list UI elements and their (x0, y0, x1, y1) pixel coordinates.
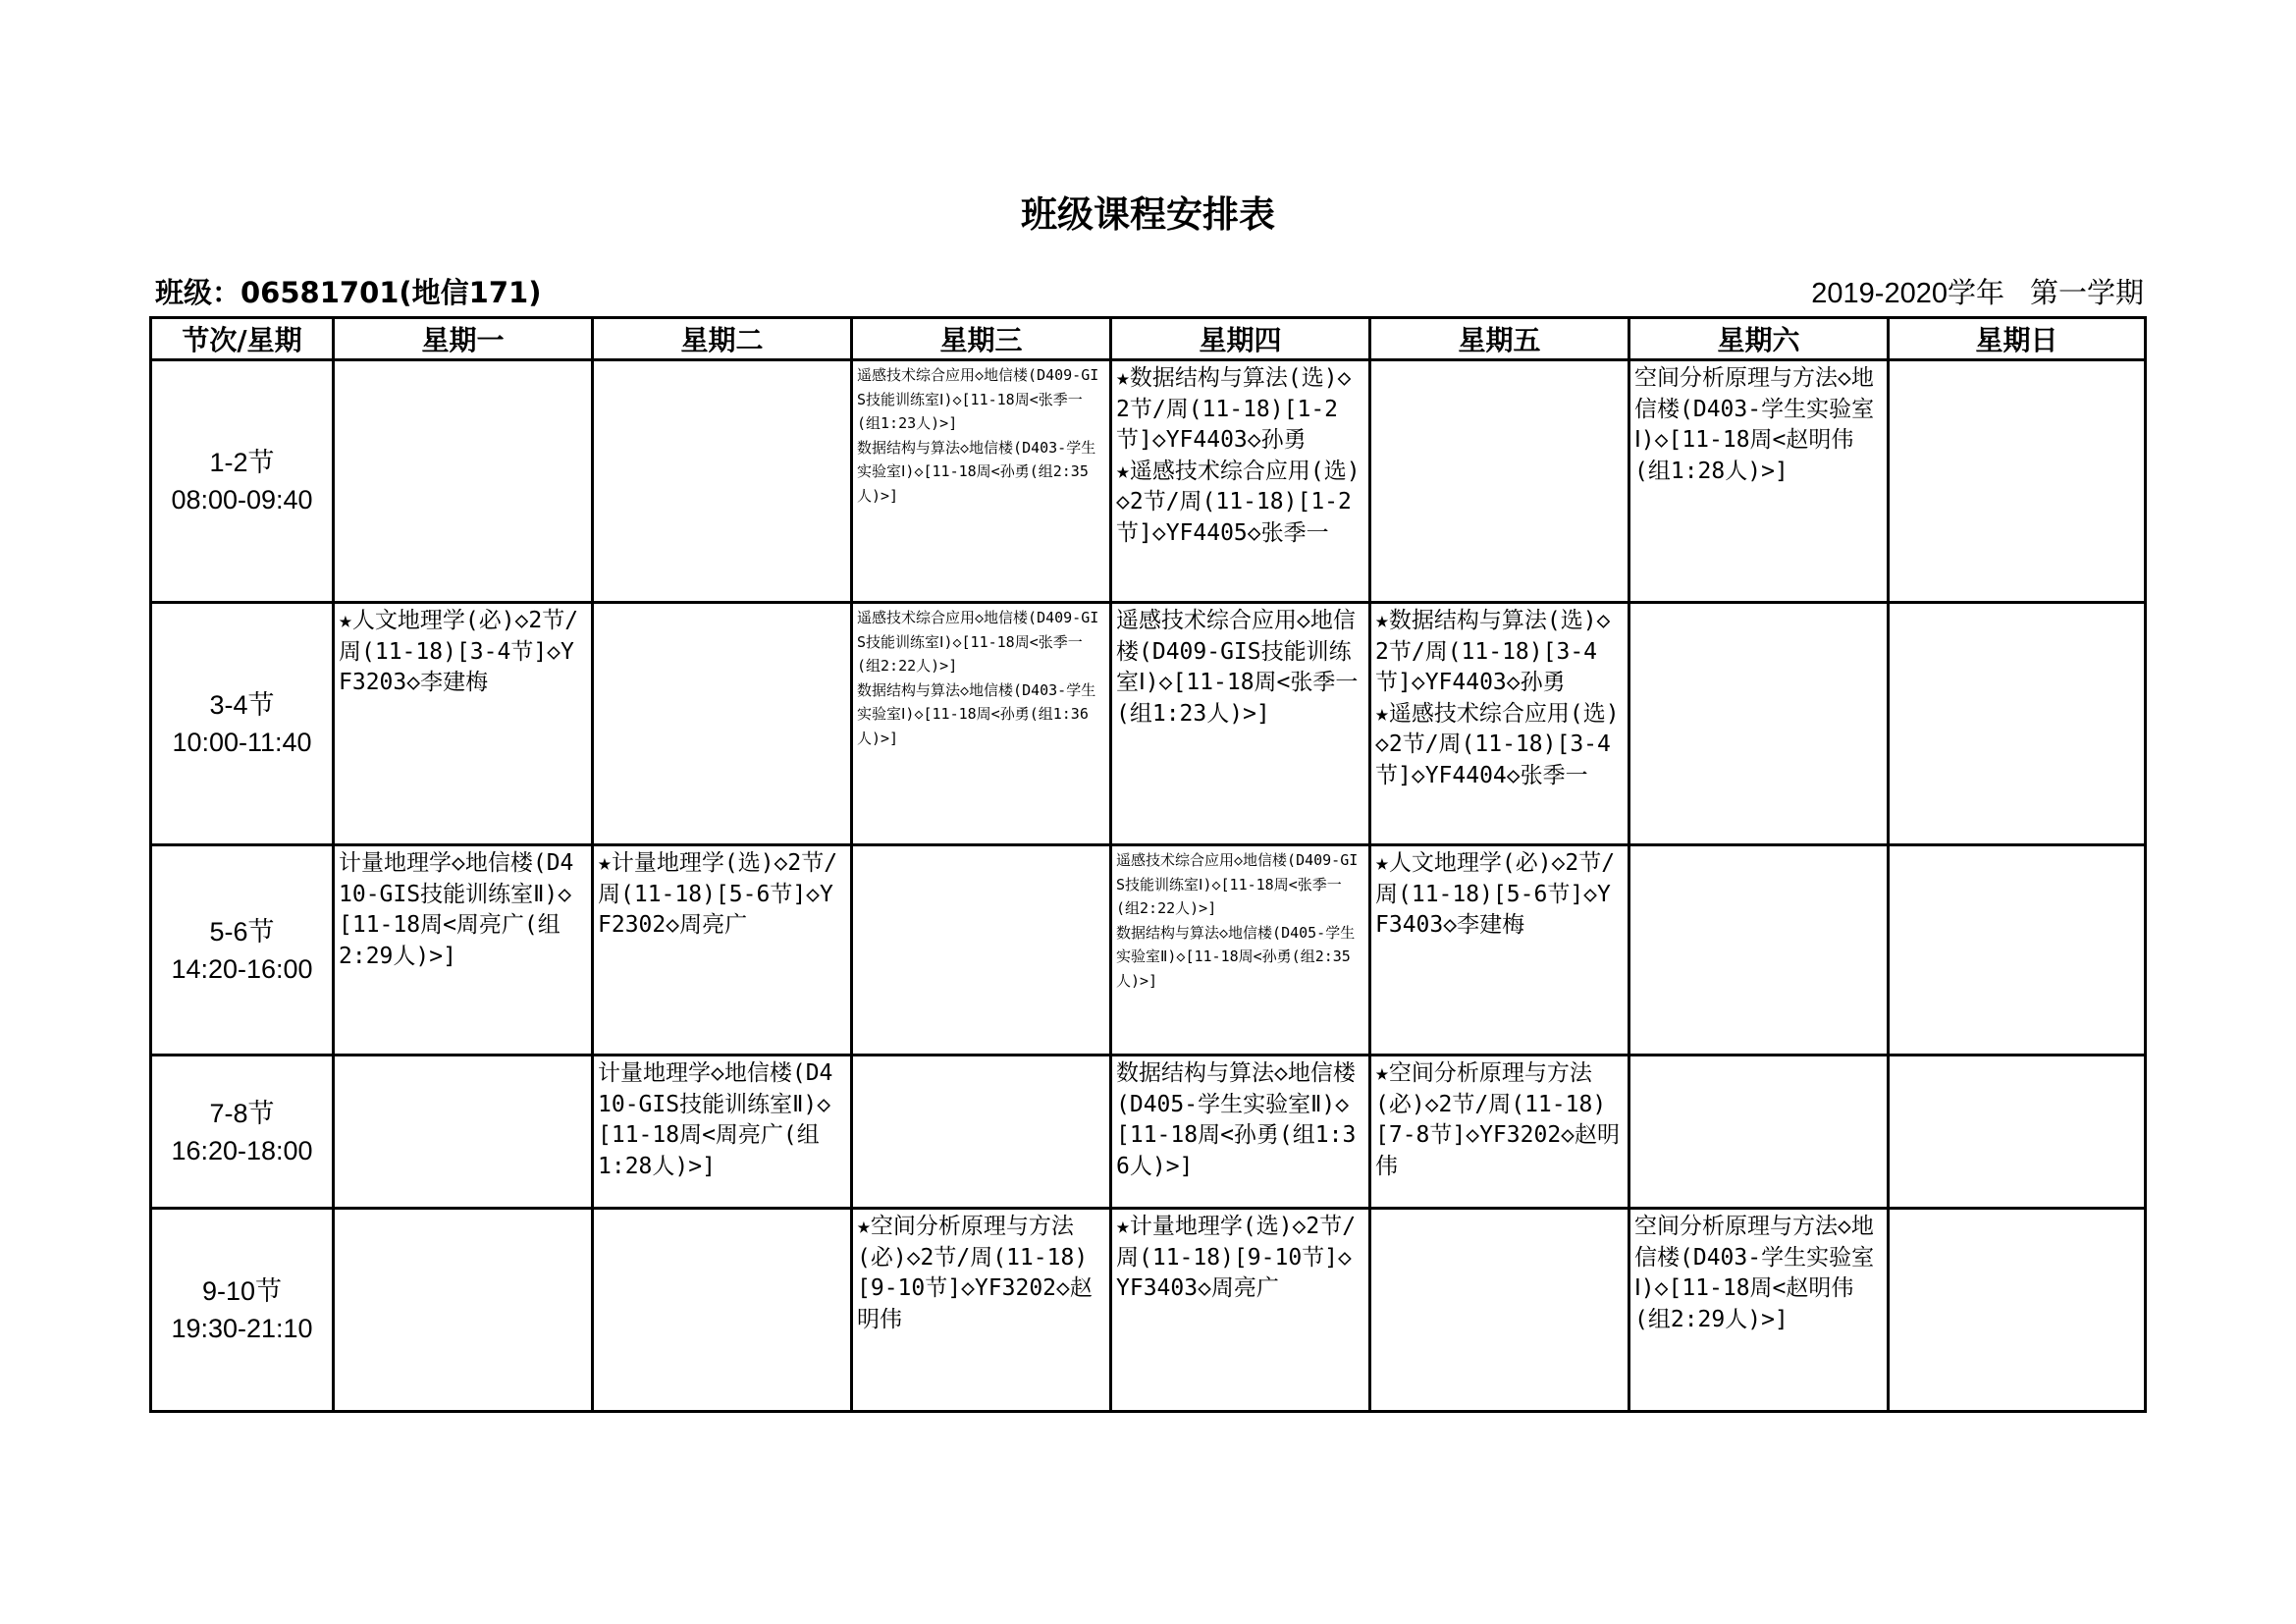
course-cell-tuesday (593, 1209, 852, 1412)
schedule-row (151, 1209, 2146, 1412)
period-time: 16:20-18:00 (171, 1135, 313, 1165)
course-cell-tuesday (593, 845, 852, 1056)
course-cell-sunday (1889, 1209, 2146, 1412)
course-cell-saturday (1629, 845, 1889, 1056)
page-title: 班级课程安排表 (1021, 193, 1275, 236)
period-label: 7-8节 (209, 1098, 275, 1128)
schedule-table (149, 316, 2147, 1413)
course-cell-wednesday (852, 1056, 1111, 1209)
header-monday: 星期一 (334, 318, 593, 360)
period-cell (151, 603, 334, 845)
course-entry: ★计量地理学(选)◇2节/周(11-18)[5-6节]◇YF2302◇周亮广 (598, 850, 838, 938)
course-cell-monday (334, 360, 593, 603)
schedule-row (151, 603, 2146, 845)
course-cell-monday (334, 845, 593, 1056)
period-cell (151, 360, 334, 603)
course-cell-monday (334, 603, 593, 845)
course-entry: 遥感技术综合应用◇地信楼(D409-GIS技能训练室Ⅰ)◇[11-18周<张季一(组1:23人)>] (857, 366, 1099, 432)
course-entry: ★计量地理学(选)◇2节/周(11-18)[9-10节]◇YF3403◇周亮广 (1116, 1214, 1357, 1301)
course-cell-wednesday (852, 845, 1111, 1056)
schedule-row (151, 845, 2146, 1056)
period-label: 3-4节 (209, 690, 275, 720)
course-cell-saturday (1629, 603, 1889, 845)
schedule-row (151, 1056, 2146, 1209)
course-entry: ★遥感技术综合应用(选)◇2节/周(11-18)[3-4节]◇YF4404◇张季一 (1375, 700, 1620, 788)
period-label: 9-10节 (201, 1276, 283, 1306)
course-entry: 数据结构与算法◇地信楼(D403-学生实验室Ⅰ)◇[11-18周<孙勇(组1:36人)>] (857, 680, 1096, 747)
header-wednesday: 星期三 (852, 318, 1111, 360)
class-label: 班级：06581701(地信171) (155, 276, 542, 309)
course-cell-friday (1370, 603, 1629, 845)
period-cell (151, 1209, 334, 1412)
header-sunday: 星期日 (1889, 318, 2146, 360)
course-entry: 空间分析原理与方法◇地信楼(D403-学生实验室Ⅰ)◇[11-18周<赵明伟(组2:29人)>] (1634, 1214, 1875, 1332)
period-time: 10:00-11:40 (172, 728, 312, 757)
course-cell-monday (334, 1056, 593, 1209)
course-cell-thursday (1111, 1056, 1370, 1209)
course-cell-sunday (1889, 1056, 2146, 1209)
course-cell-friday (1370, 845, 1629, 1056)
course-cell-saturday (1629, 1056, 1889, 1209)
course-cell-thursday (1111, 845, 1370, 1056)
period-cell (151, 1056, 334, 1209)
course-cell-sunday (1889, 845, 2146, 1056)
header-row (151, 318, 2146, 360)
course-entry: ★数据结构与算法(选)◇2节/周(11-18)[3-4节]◇YF4403◇孙勇 (1375, 608, 1611, 695)
course-cell-wednesday (852, 360, 1111, 603)
period-time: 08:00-09:40 (171, 485, 313, 514)
course-cell-monday (334, 1209, 593, 1412)
course-cell-saturday (1629, 1209, 1889, 1412)
period-label: 1-2节 (209, 448, 275, 477)
header-tuesday: 星期二 (593, 318, 852, 360)
course-entry: ★人文地理学(必)◇2节/周(11-18)[3-4节]◇YF3203◇李建梅 (339, 608, 579, 695)
course-entry: 数据结构与算法◇地信楼(D405-学生实验室Ⅱ)◇[11-18周<孙勇(组2:35人)>] (1116, 923, 1356, 990)
course-cell-tuesday (593, 360, 852, 603)
header-saturday: 星期六 (1629, 318, 1889, 360)
course-cell-saturday (1629, 360, 1889, 603)
header-thursday: 星期四 (1111, 318, 1370, 360)
course-cell-friday (1370, 1209, 1629, 1412)
course-entry: 遥感技术综合应用◇地信楼(D409-GIS技能训练室Ⅰ)◇[11-18周<张季一(组1:23人)>] (1116, 608, 1359, 727)
period-cell (151, 845, 334, 1056)
course-cell-sunday (1889, 360, 2146, 603)
course-cell-thursday (1111, 360, 1370, 603)
semester: 第一学期 (2029, 278, 2144, 309)
term-info (1786, 271, 2144, 311)
course-entry: ★遥感技术综合应用(选)◇2节/周(11-18)[1-2节]◇YF4405◇张季一 (1116, 458, 1361, 546)
course-entry: 遥感技术综合应用◇地信楼(D409-GIS技能训练室Ⅰ)◇[11-18周<张季一(组2:22人)>] (857, 609, 1099, 675)
course-entry: ★数据结构与算法(选)◇2节/周(11-18)[1-2节]◇YF4403◇孙勇 (1116, 365, 1352, 453)
header-friday: 星期五 (1370, 318, 1629, 360)
course-entry: 数据结构与算法◇地信楼(D403-学生实验室Ⅰ)◇[11-18周<孙勇(组2:35人)>] (857, 438, 1096, 505)
school-year: 2019-2020学年 (1811, 278, 2004, 309)
period-label: 5-6节 (209, 916, 275, 947)
header-period: 节次/星期 (151, 318, 334, 360)
course-entry: 计量地理学◇地信楼(D410-GIS技能训练室Ⅱ)◇[11-18周<周亮广(组2:29人)>] (339, 850, 574, 969)
course-entry: ★人文地理学(必)◇2节/周(11-18)[5-6节]◇YF3403◇李建梅 (1375, 850, 1616, 938)
course-cell-tuesday (593, 1056, 852, 1209)
course-cell-tuesday (593, 603, 852, 845)
course-entry: 计量地理学◇地信楼(D410-GIS技能训练室Ⅱ)◇[11-18周<周亮广(组1:28人)>] (598, 1060, 833, 1179)
course-entry: ★空间分析原理与方法(必)◇2节/周(11-18)[7-8节]◇YF3202◇赵明伟 (1375, 1060, 1621, 1179)
period-time: 19:30-21:10 (171, 1314, 313, 1343)
course-entry: 空间分析原理与方法◇地信楼(D403-学生实验室Ⅰ)◇[11-18周<赵明伟(组1:28人)>] (1634, 365, 1875, 484)
course-cell-friday (1370, 360, 1629, 603)
course-cell-wednesday (852, 1209, 1111, 1412)
course-cell-sunday (1889, 603, 2146, 845)
course-entry: 遥感技术综合应用◇地信楼(D409-GIS技能训练室Ⅰ)◇[11-18周<张季一(组2:22人)>] (1116, 851, 1359, 917)
course-cell-friday (1370, 1056, 1629, 1209)
schedule-row (151, 360, 2146, 603)
course-entry: ★空间分析原理与方法(必)◇2节/周(11-18)[9-10节]◇YF3202◇赵明伟 (857, 1214, 1093, 1332)
course-cell-wednesday (852, 603, 1111, 845)
course-entry: 数据结构与算法◇地信楼(D405-学生实验室Ⅱ)◇[11-18周<孙勇(组1:36人)>] (1116, 1060, 1357, 1179)
period-time: 14:20-16:00 (171, 953, 313, 984)
course-cell-thursday (1111, 603, 1370, 845)
course-cell-thursday (1111, 1209, 1370, 1412)
